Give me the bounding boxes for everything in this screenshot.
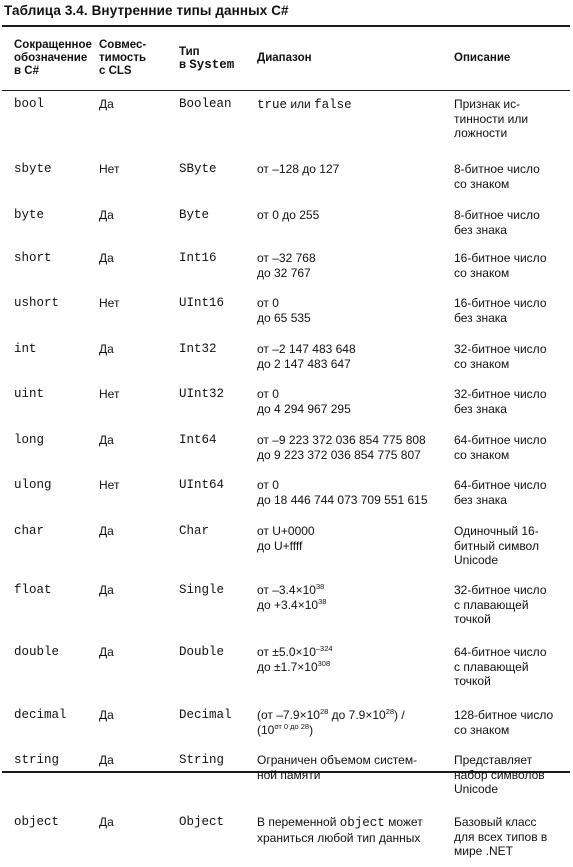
cell-cls: Нет (99, 478, 120, 492)
cell-type: UInt32 (179, 387, 225, 401)
csharp-types-table (2, 27, 570, 867)
cell-type: Boolean (179, 97, 232, 111)
table-row (2, 517, 570, 576)
cell-desc: 64-битное число без знака (454, 478, 547, 507)
cell-range: от –128 до 127 (257, 162, 340, 176)
cell-alias: ulong (14, 478, 52, 492)
cell-range: true или false (257, 97, 352, 112)
table-row (2, 155, 570, 201)
cell-desc: 16-битное число со знаком (454, 251, 547, 280)
table-header-row (2, 27, 570, 90)
table-caption: Таблица 3.4. Внутренние типы данных C# (4, 3, 289, 18)
cell-range: от $\pm 5.0\times 10^{-324}$ до $\pm 1.7\times 10^{308}$ (257, 644, 333, 674)
cell-desc: 128-битное число со знаком (454, 708, 554, 737)
cell-type: SByte (179, 162, 217, 176)
cell-alias: string (14, 753, 60, 767)
cell-alias: bool (14, 97, 45, 111)
cell-alias: uint (14, 387, 45, 401)
cell-type: Byte (179, 208, 210, 222)
cell-range: Ограничен объемом систем- ной памяти (257, 753, 418, 782)
cell-desc: Базовый класс для всех типов в мире .NET (454, 815, 548, 858)
cell-cls: Да (99, 433, 114, 447)
cell-type: Double (179, 645, 225, 659)
cell-type: Decimal (179, 708, 232, 722)
header-desc: Описание (454, 52, 511, 64)
cell-alias: byte (14, 208, 45, 222)
cell-alias: ushort (14, 296, 60, 310)
cell-cls: Да (99, 97, 114, 111)
table-row (2, 808, 570, 867)
cell-type: UInt16 (179, 296, 225, 310)
cell-desc: 32-битное число без знака (454, 387, 547, 416)
table-row (2, 380, 570, 426)
cell-alias: sbyte (14, 162, 52, 176)
cell-alias: object (14, 815, 60, 829)
cell-range: от 0 до 18 446 744 073 709 551 615 (257, 478, 428, 507)
cell-type: Char (179, 524, 210, 538)
cell-cls: Нет (99, 387, 120, 401)
cell-desc: 64-битное число с плавающей точкой (454, 645, 547, 688)
table-row (2, 244, 570, 289)
table-row (2, 638, 570, 701)
cell-desc: 32-битное число со знаком (454, 342, 547, 371)
cell-type: Single (179, 583, 225, 597)
cell-range: от –32 768 до 32 767 (257, 251, 316, 280)
cell-cls: Нет (99, 162, 120, 176)
cell-range: (от $-7.9\times 10^{28}$ до $7.9\times 10^{28}$) / $(10^{от 0 до 28})$ (257, 707, 405, 737)
cell-type: Object (179, 815, 225, 829)
cell-cls: Да (99, 208, 114, 222)
cell-desc: 8-битное число без знака (454, 208, 540, 237)
header-range: Диапазон (257, 52, 312, 64)
cell-cls: Да (99, 753, 114, 767)
cell-cls: Да (99, 815, 114, 829)
cell-cls: Нет (99, 296, 120, 310)
table-row (2, 90, 570, 155)
cell-alias: decimal (14, 708, 67, 722)
cell-desc: 32-битное число с плавающей точкой (454, 583, 547, 626)
table-row (2, 471, 570, 517)
table-row (2, 576, 570, 638)
cell-alias: long (14, 433, 45, 447)
cell-type: Int16 (179, 251, 217, 265)
table-body (2, 90, 570, 867)
cell-range: от 0 до 65 535 (257, 296, 311, 325)
cell-range: от –9 223 372 036 854 775 808 до 9 223 372 036 854 775 807 (257, 433, 426, 462)
cell-type: Int64 (179, 433, 217, 447)
cell-cls: Да (99, 583, 114, 597)
cell-alias: char (14, 524, 45, 538)
cell-desc: Признак ис- тинности или ложности (454, 97, 529, 140)
cell-desc: 64-битное число со знаком (454, 433, 547, 462)
cell-desc: Одиночный 16- битный символ Unicode (454, 524, 539, 567)
cell-cls: Да (99, 645, 114, 659)
cell-alias: int (14, 342, 37, 356)
cell-range: от –2 147 483 648 до 2 147 483 647 (257, 342, 356, 371)
cell-alias: double (14, 645, 60, 659)
table-row (2, 201, 570, 244)
cell-range: от U+0000 до U+ffff (257, 524, 315, 553)
table-row (2, 746, 570, 808)
cell-cls: Да (99, 524, 114, 538)
table-row (2, 701, 570, 746)
cell-cls: Да (99, 708, 114, 722)
cell-desc: Представляет набор символов Unicode (454, 753, 545, 796)
header-alias: Сокращенное обозначение в C# (14, 39, 92, 77)
cell-range: от 0 до 4 294 967 295 (257, 387, 351, 416)
table-row (2, 426, 570, 471)
header-cls: Совмес- тимость с CLS (99, 39, 147, 77)
header-type: Тип в System (179, 45, 235, 72)
cell-cls: Да (99, 251, 114, 265)
cell-alias: short (14, 251, 52, 265)
cell-range: В переменной object может храниться любой тип данных (257, 815, 423, 845)
cell-type: Int32 (179, 342, 217, 356)
cell-type: UInt64 (179, 478, 225, 492)
cell-desc: 16-битное число без знака (454, 296, 547, 325)
cell-cls: Да (99, 342, 114, 356)
cell-range: от $-3.4\times 10^{38}$ до $+3.4\times 10^{38}$ (257, 582, 327, 612)
cell-desc: 8-битное число со знаком (454, 162, 540, 191)
cell-range: от 0 до 255 (257, 208, 320, 222)
table-row (2, 335, 570, 380)
cell-type: String (179, 753, 225, 767)
cell-alias: float (14, 583, 52, 597)
table-row (2, 289, 570, 335)
